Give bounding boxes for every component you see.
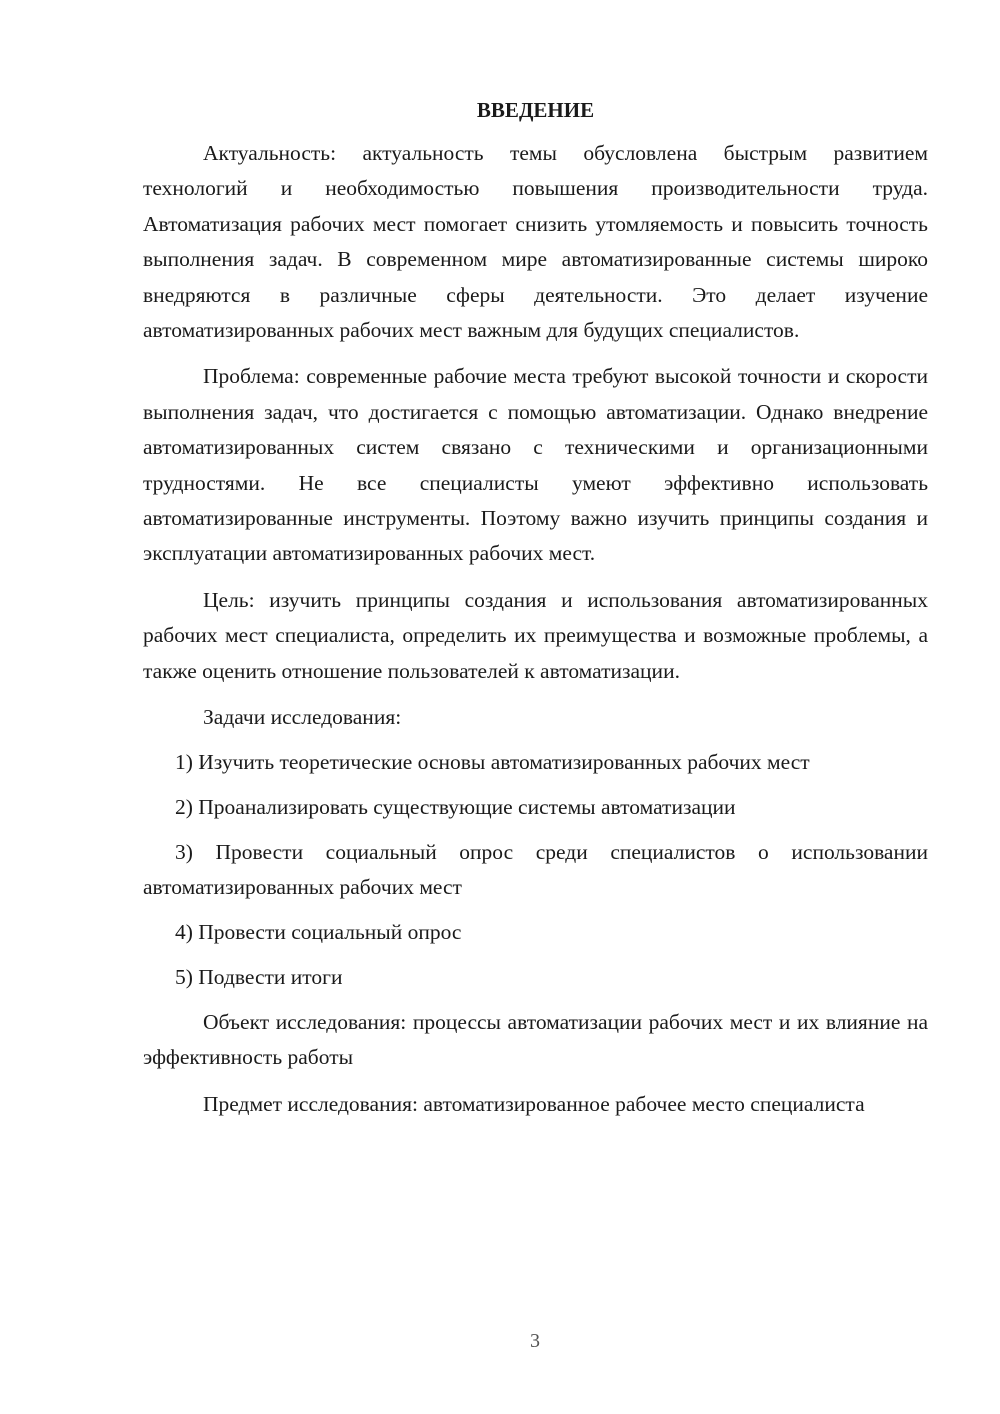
task-item-2: 2) Проанализировать существующие системы автоматизации <box>175 794 736 819</box>
tasks-list <box>143 745 928 995</box>
task-item-5: 5) Подвести итоги <box>175 965 343 990</box>
relevance-paragraph: Актуальность: актуальность темы обусловлена быстрым развитием технологий и необходимостью повышения производительности труда. Автоматизация рабочих мест помогает снизить утомляемость и повысить точность выполнения задач. В современном мире автоматизированные системы широко внедряются в различные сферы деятельности. Это делает изучение автоматизированных рабочих мест важным для будущих специалистов. <box>143 141 928 343</box>
page-title: ВВЕДЕНИЕ <box>476 98 595 122</box>
subject-paragraph: Предмет исследования: автоматизированное рабочее место специалиста <box>203 1091 865 1116</box>
goal-paragraph: Цель: изучить принципы создания и использования автоматизированных рабочих мест специалиста, определить их преимущества и возможные проблемы, а также оценить отношение пользователей к автоматизации. <box>143 587 928 683</box>
tasks-heading: Задачи исследования: <box>203 705 402 730</box>
task-item-1: 1) Изучить теоретические основы автоматизированных рабочих мест <box>175 750 810 774</box>
problem-paragraph: Проблема: современные рабочие места требуют высокой точности и скорости выполнения задач, что достигается с помощью автоматизации. Однако внедрение автоматизированных систем связано с техническими и организационными трудностями. Не все специалисты умеют эффективно использовать автоматизированные инструменты. Поэтому важно изучить принципы создания и эксплуатации автоматизированных рабочих мест. <box>143 364 928 566</box>
task-item-4: 4) Провести социальный опрос <box>175 920 462 945</box>
task-item-3: 3) Провести социальный опрос среди специалистов о использовании автоматизированных рабочих мест <box>143 839 928 900</box>
object-paragraph: Объект исследования: процессы автоматизации рабочих мест и их влияние на эффективность работы <box>143 1009 928 1070</box>
page-content <box>143 92 928 1133</box>
page-number: 3 <box>530 1330 540 1352</box>
